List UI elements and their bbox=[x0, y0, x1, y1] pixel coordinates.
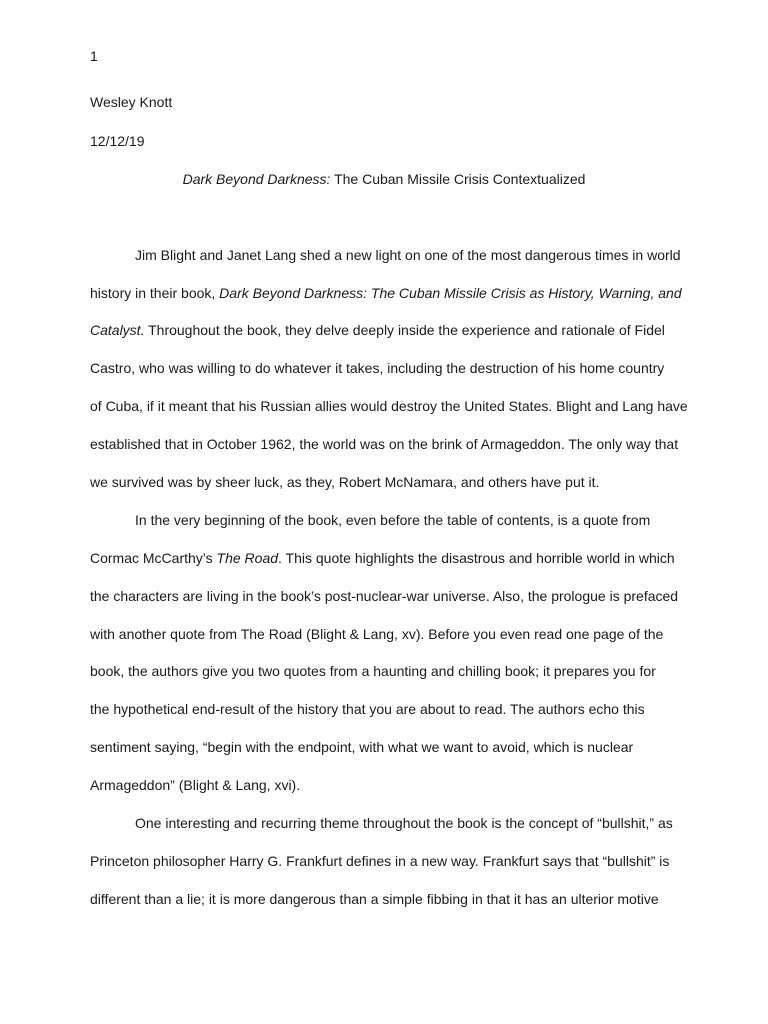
text-line: with another quote from The Road (Blight & Lang, xv). Before you even read one page of the bbox=[90, 626, 664, 642]
text-span: Throughout the book, they delve deeply inside the experience and rationale of Fidel bbox=[144, 322, 665, 338]
text-line: different than a lie; it is more dangerous than a simple fibbing in that it has an ulterior motive bbox=[90, 891, 659, 907]
text-span: . This quote highlights the disastrous and horrible world in which bbox=[278, 550, 675, 566]
text-line: the characters are living in the book’s post-nuclear-war universe. Also, the prologue is prefaced bbox=[90, 588, 679, 604]
text-line: In the very beginning of the book, even before the table of contents, is a quote from bbox=[135, 512, 651, 528]
book-title: The Road bbox=[216, 550, 279, 566]
book-title: Dark Beyond Darkness: The Cuban Missile Crisis as History, Warning, and bbox=[219, 285, 682, 301]
text-span: Cormac McCarthy’s bbox=[90, 550, 217, 566]
text-line: Jim Blight and Janet Lang shed a new light on one of the most dangerous times in world bbox=[135, 247, 681, 263]
author-name: Wesley Knott bbox=[90, 94, 173, 110]
document-date: 12/12/19 bbox=[90, 133, 145, 149]
book-title: Catalyst. bbox=[90, 322, 145, 338]
text-span: history in their book, bbox=[90, 285, 220, 301]
text-line bbox=[90, 549, 675, 567]
text-line: Princeton philosopher Harry G. Frankfurt defines in a new way. Frankfurt says that “bullshit” is bbox=[90, 853, 670, 869]
text-line: we survived was by sheer luck, as they, Robert McNamara, and others have put it. bbox=[90, 474, 600, 490]
text-line: One interesting and recurring theme throughout the book is the concept of “bullshit,” as bbox=[135, 815, 673, 831]
text-line: Castro, who was willing to do whatever it takes, including the destruction of his home country bbox=[90, 360, 665, 376]
text-line: sentiment saying, “begin with the endpoint, with what we want to avoid, which is nuclear bbox=[90, 739, 634, 755]
title-rest: The Cuban Missile Crisis Contextualized bbox=[330, 171, 586, 187]
text-line: established that in October 1962, the world was on the brink of Armageddon. The only way that bbox=[90, 436, 679, 452]
text-line: book, the authors give you two quotes from a haunting and chilling book; it prepares you for bbox=[90, 663, 656, 679]
page-number: 1 bbox=[90, 48, 98, 64]
text-line: the hypothetical end-result of the history that you are about to read. The authors echo this bbox=[90, 701, 645, 717]
text-line: of Cuba, if it meant that his Russian allies would destroy the United States. Blight and Lang have bbox=[90, 398, 688, 414]
text-line bbox=[90, 321, 665, 339]
title-italic: Dark Beyond Darkness: bbox=[182, 171, 331, 187]
text-line: Armageddon” (Blight & Lang, xvi). bbox=[90, 777, 301, 793]
text-line bbox=[90, 284, 682, 302]
document-title bbox=[0, 170, 768, 188]
